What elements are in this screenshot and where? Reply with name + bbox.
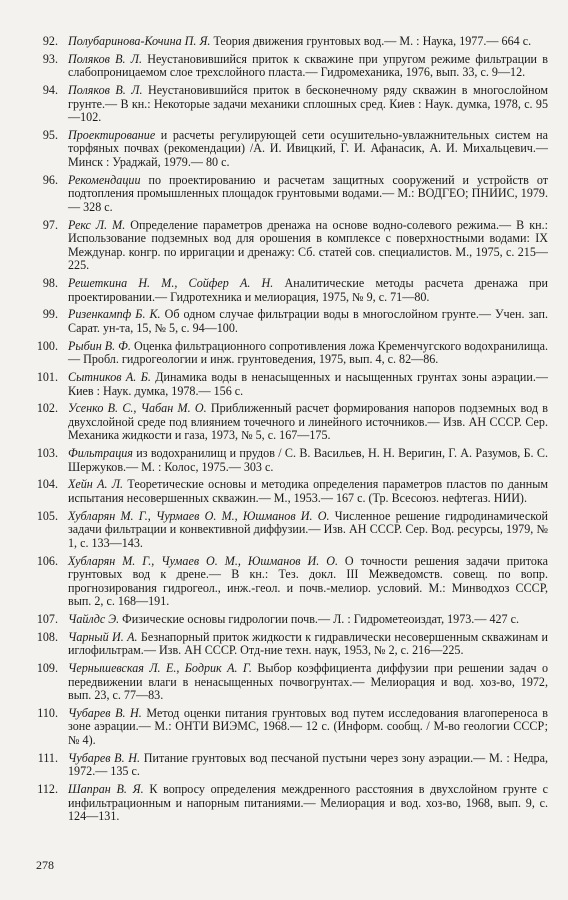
- reference-item: [28, 662, 548, 703]
- reference-item: [28, 555, 548, 609]
- reference-text: Неустановившийся приток к скважине при упругом режиме фильтрации в слабопроницаемом слое трехслойного пласта.— Гидромеханика, 1976, вып. 33, с. 9—12.: [68, 51, 548, 80]
- reference-authors: Решеткина Н. М., Сойфер А. Н.: [68, 276, 274, 291]
- reference-item: [28, 707, 548, 748]
- reference-text: Аналитические методы расчета дренажа при проектировании.— Гидротехника и мелиорация, 1975, № 9, с. 71—80.: [68, 276, 549, 304]
- reference-item: [28, 174, 548, 215]
- reference-authors: Рыбин В. Ф.: [68, 338, 131, 353]
- reference-item: [28, 219, 548, 273]
- reference-text: Физические основы гидрологии почв.— Л. : Гидрометеоиздат, 1973.— 427 с.: [119, 611, 519, 626]
- reference-item: [28, 129, 548, 170]
- reference-item: [28, 371, 548, 398]
- reference-item: [28, 84, 548, 125]
- reference-number: 104.: [36, 477, 58, 492]
- reference-authors: Рекомендации: [68, 172, 141, 187]
- reference-authors: Полубаринова-Кочина П. Я.: [68, 34, 211, 48]
- reference-authors: Ризенкампф Б. К.: [68, 307, 161, 322]
- reference-authors: Хубларян М. Г., Чурмаев О. М., Юшманов И. О.: [68, 508, 330, 523]
- reference-item: [28, 752, 548, 779]
- reference-item: [28, 447, 548, 474]
- reference-number: 107.: [36, 611, 58, 626]
- reference-authors: Рекс Л. М.: [68, 217, 126, 232]
- reference-authors: Чарный И. А.: [68, 629, 138, 644]
- reference-authors: Хубларян М. Г., Чумаев О. М., Юшманов И. О.: [68, 553, 338, 568]
- reference-item: [28, 308, 548, 335]
- reference-number: 95.: [42, 127, 58, 142]
- reference-number: 111.: [37, 750, 58, 765]
- reference-authors: Шапран В. Я.: [68, 781, 144, 796]
- reference-number: 102.: [36, 401, 58, 416]
- reference-text: Численное решение гидродинамической задачи фильтрации и конвективной диффузии.— Изв. АН СССР. Сер. Вод. ресурсы, 1979, № 1, с. 133—143.: [68, 508, 549, 550]
- reference-authors: Сытников А. Б.: [68, 369, 151, 384]
- reference-authors: Чернышевская Л. Е., Бодрик А. Г.: [68, 660, 252, 675]
- reference-number: 98.: [42, 276, 58, 291]
- reference-number: 96.: [42, 172, 58, 187]
- reference-authors: Проектирование: [68, 127, 156, 142]
- reference-number: 97.: [42, 217, 58, 232]
- reference-item: [28, 53, 548, 80]
- reference-item: [28, 510, 548, 551]
- reference-text: Теоретические основы и методика определения параметров пластов по данным испытания несовершенных скважин.— М., 1953.— 167 с. (Тр. Всесоюз. нефтегаз. НИИ).: [68, 477, 548, 505]
- reference-text: Об одном случае фильтрации воды в многослойном грунте.— Учен. зап. Сарат. ун-та, 15, № 5, с. 94—100.: [68, 307, 548, 335]
- reference-authors: Фильтрация: [68, 446, 133, 461]
- reference-authors: Поляков В. Л.: [68, 82, 143, 97]
- reference-number: 109.: [36, 660, 58, 675]
- reference-number: 106.: [36, 553, 58, 568]
- reference-item: [28, 35, 548, 49]
- reference-number: 110.: [37, 705, 58, 720]
- reference-list: [28, 35, 548, 828]
- page-number: 278: [36, 858, 54, 872]
- reference-text: Динамика воды в ненасыщенных и насыщенных грунтах зоны аэрации.— Киев : Наук. думка, 1978.— 156 с.: [68, 369, 548, 398]
- reference-item: [28, 277, 548, 304]
- reference-item: [28, 340, 548, 367]
- reference-text: Выбор коэффициента диффузии при решении задач о передвижении влаги в ненасыщенных почвогрунтах.— Мелиорация и вод. хоз-во, 1972, вып. 23, с. 77—83.: [68, 660, 548, 703]
- reference-authors: Чубарев В. Н.: [68, 750, 141, 765]
- reference-number: 108.: [36, 629, 58, 644]
- reference-authors: Чайлдс Э.: [68, 611, 120, 626]
- reference-authors: Поляков В. Л.: [68, 51, 143, 66]
- reference-text: по проектированию и расчетам защитных сооружений и устройств от подтопления промышленных площадок грунтовыми водами.— М.: ВОДГЕО; ПНИИС, 1979.— 328 с.: [68, 172, 548, 214]
- reference-item: [28, 783, 548, 824]
- reference-number: 103.: [36, 446, 58, 461]
- reference-text: Безнапорный приток жидкости к гидравлически несовершенным скважинам и иглофильтрам.— Изв. АН СССР. Отд-ние техн. наук, 1953, № 2, с. 216—225.: [68, 629, 548, 658]
- reference-text: Определение параметров дренажа на основе водно-солевого режима.— В кн.: Использование подземных вод для орошения в комплексе с поверхностными водами: IX Междунар. конгр. по ирригации и дренажу: Сб. статей сов. специалистов. М., 1975, с. 215—225.: [68, 217, 548, 273]
- reference-item: [28, 402, 548, 443]
- reference-text: Метод оценки питания грунтовых вод путем исследования влагопереноса в зоне аэрации.— М.: ОНТИ ВИЭМС, 1968.— 12 с. (Информ. сообщ. / М-во геологии СССР; № 4).: [68, 705, 548, 747]
- reference-number: 94.: [42, 82, 58, 97]
- reference-authors: Чубарев В. Н.: [68, 705, 142, 720]
- reference-item: [28, 613, 548, 627]
- reference-number: 112.: [37, 781, 58, 796]
- reference-number: 101.: [36, 369, 58, 384]
- reference-text: Питание грунтовых вод песчаной пустыни через зону аэрации.— М. : Недра, 1972.— 135 с.: [68, 750, 548, 779]
- reference-number: 100.: [36, 338, 58, 353]
- reference-authors: Хейн А. Л.: [68, 477, 124, 492]
- reference-item: [28, 631, 548, 658]
- reference-text: К вопросу определения междренного расстояния в двухслойном грунте с инфильтрационным и напорным питаниями.— Мелиорация и вод. хоз-во, 1968, вып. 9, с. 124—131.: [68, 781, 548, 824]
- reference-text: и расчеты регулирующей сети осушительно-увлажнительных систем на торфяных почвах (рекомендации) /А. И. Ивицкий, Г. И. Афанасик, А. И. Михальцевич.— Минск : Ураджай, 1979.— 80 с.: [68, 127, 548, 170]
- reference-text: Оценка фильтрационного сопротивления ложа Кременчугского водохранилища.— Пробл. гидрогеологии и инж. грунтоведения, 1975, вып. 4, с. 82—86.: [68, 338, 548, 367]
- reference-text: Приближенный расчет формирования напоров подземных вод в двухслойной среде под влиянием точечного и линейного источников.— Изв. АН СССР. Сер. Механика жидкости и газа, 1973, № 5, с. 167—175.: [68, 401, 548, 443]
- reference-authors: Усенко В. С., Чабан М. О.: [68, 401, 207, 416]
- reference-text: О точности решения задачи притока грунтовых вод к дрене.— В кн.: Тез. докл. III Межведомств. совещ. по вопр. прогнозирования гидрогеол., инж.-геол. и почв.-мелиор. условий. М.: Минводхоз СССР, вып. 2, с. 168—191.: [68, 553, 548, 609]
- reference-text: из водохранилищ и прудов / С. В. Васильев, Н. Н. Веригин, Г. А. Разумов, Б. С. Шержуков.— М. : Колос, 1975.— 303 с.: [68, 446, 548, 474]
- reference-number: 105.: [36, 508, 58, 523]
- reference-number: 99.: [42, 307, 58, 322]
- reference-text: Неустановившийся приток в бесконечному ряду скважин в многослойном грунте.— В кн.: Некоторые задачи механики сплошных сред. Киев : Наук. думка, 1978, с. 95—102.: [68, 82, 548, 125]
- reference-number: 93.: [42, 51, 58, 66]
- reference-item: [28, 478, 548, 505]
- reference-number: 92.: [42, 34, 58, 48]
- reference-text: Теория движения грунтовых вод.— М. : Наука, 1977.— 664 с.: [210, 34, 532, 48]
